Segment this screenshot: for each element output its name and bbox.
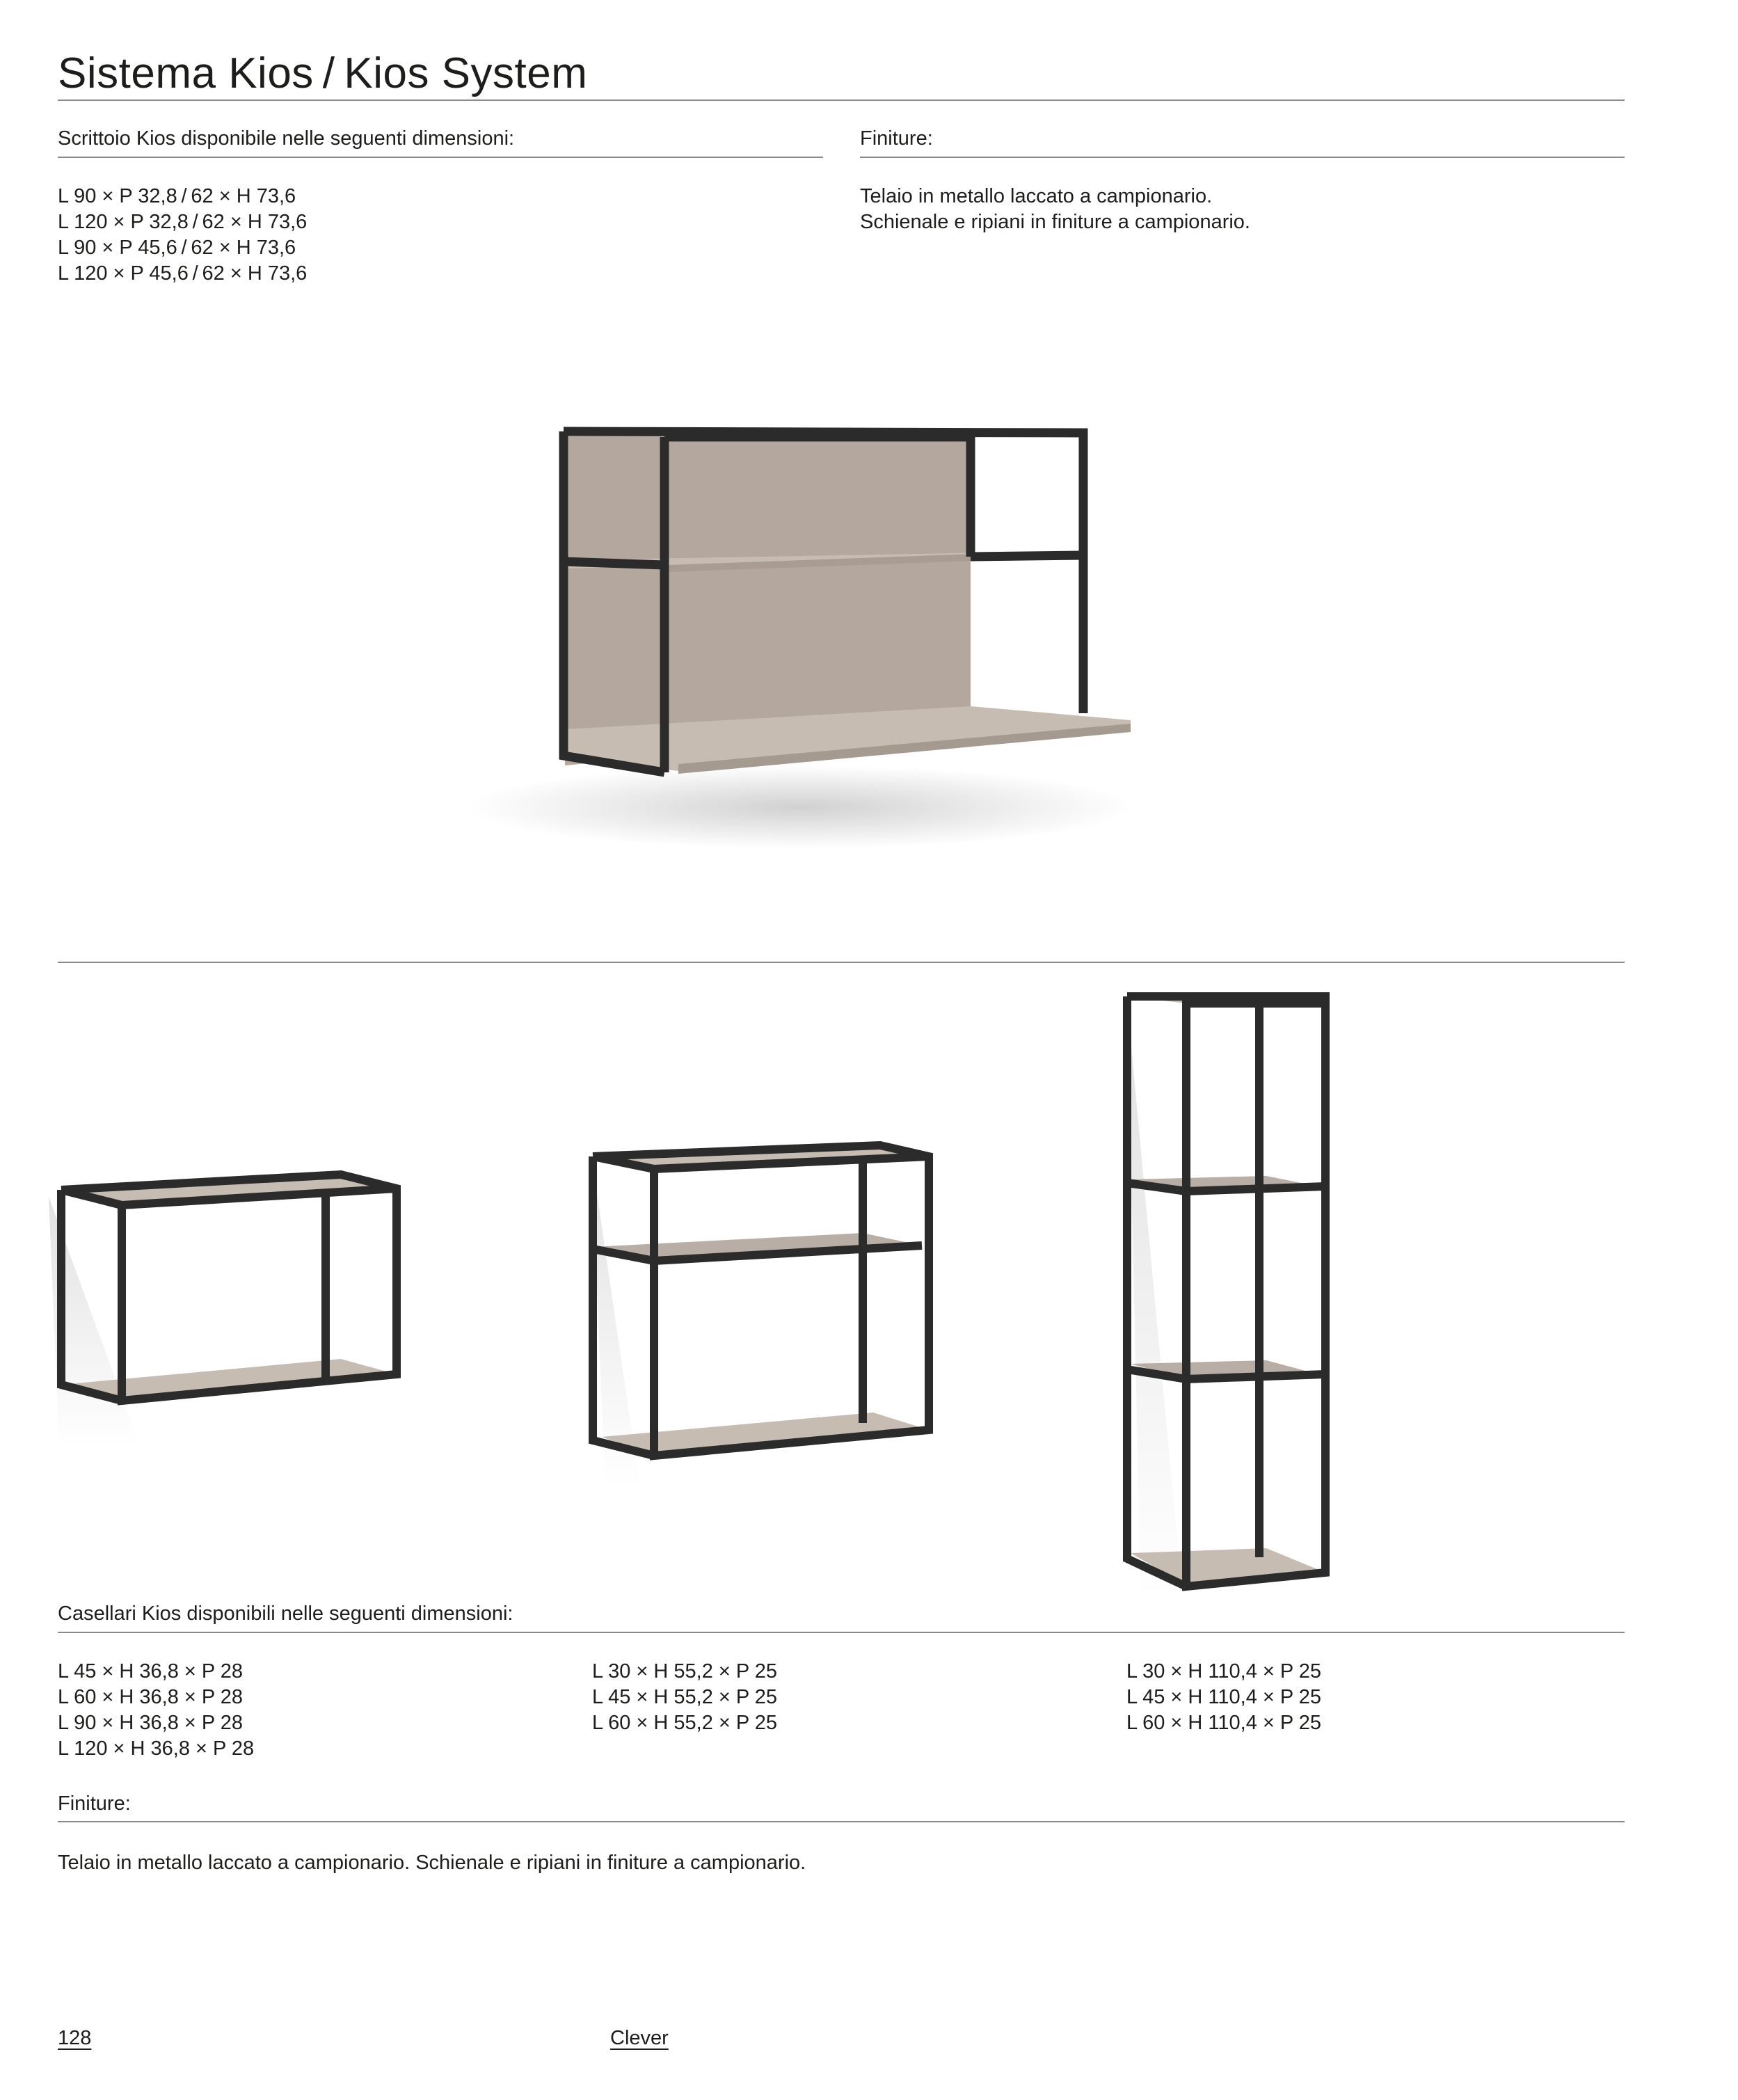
desk-finish-line: Schienale e ripiani in finiture a campionario. (860, 211, 1250, 233)
casellari-dimension-item: L 45 × H 55,2 × P 25 (592, 1686, 778, 1708)
desk-dimension-item: L 90 × P 32,8 / 62 × H 73,6 (58, 185, 296, 207)
casellari-dimension-item: L 120 × H 36,8 × P 28 (58, 1737, 255, 1760)
page-title: Sistema Kios / Kios System (58, 49, 588, 97)
desk-finish-line: Telaio in metallo laccato a campionario. (860, 185, 1213, 207)
casellari-dimension-item: L 90 × H 36,8 × P 28 (58, 1712, 244, 1734)
casellari-dimension-item: L 30 × H 110,4 × P 25 (1126, 1660, 1322, 1683)
casellari-dimensions-divider (58, 1632, 1625, 1633)
casellari-dimension-item: L 45 × H 36,8 × P 28 (58, 1660, 244, 1683)
collection-name: Clever (610, 2027, 669, 2049)
casellari-dimension-item: L 30 × H 55,2 × P 25 (592, 1660, 778, 1683)
desk-dimension-item: L 120 × P 32,8 / 62 × H 73,6 (58, 211, 308, 233)
casellari-col2-list (592, 1659, 777, 1736)
casellari-dimension-item: L 60 × H 110,4 × P 25 (1126, 1712, 1322, 1734)
casellari-finishes-text: Telaio in metallo laccato a campionario. Schienale e ripiani in finiture a campionario. (58, 1852, 806, 1874)
casellari-dimension-item: L 60 × H 36,8 × P 28 (58, 1686, 244, 1708)
casellari-finishes-divider (58, 1821, 1625, 1822)
casellari-dimension-item: L 60 × H 55,2 × P 25 (592, 1712, 778, 1734)
desk-dimension-item: L 120 × P 45,6 / 62 × H 73,6 (58, 262, 308, 285)
casellari-dimension-item: L 45 × H 110,4 × P 25 (1126, 1686, 1322, 1708)
desk-dimensions-heading: Scrittoio Kios disponibile nelle seguenti dimensioni: (58, 127, 515, 150)
casellari-col1-list (58, 1659, 254, 1762)
casellari-dimensions-heading: Casellari Kios disponibili nelle seguenti dimensioni: (58, 1602, 513, 1625)
casellari-col3-list (1126, 1659, 1321, 1736)
casellari-finishes-heading: Finiture: (58, 1792, 131, 1815)
desk-dimension-item: L 90 × P 45,6 / 62 × H 73,6 (58, 237, 296, 259)
page-number: 128 (58, 2027, 92, 2049)
desk-finishes-heading: Finiture: (860, 127, 933, 150)
